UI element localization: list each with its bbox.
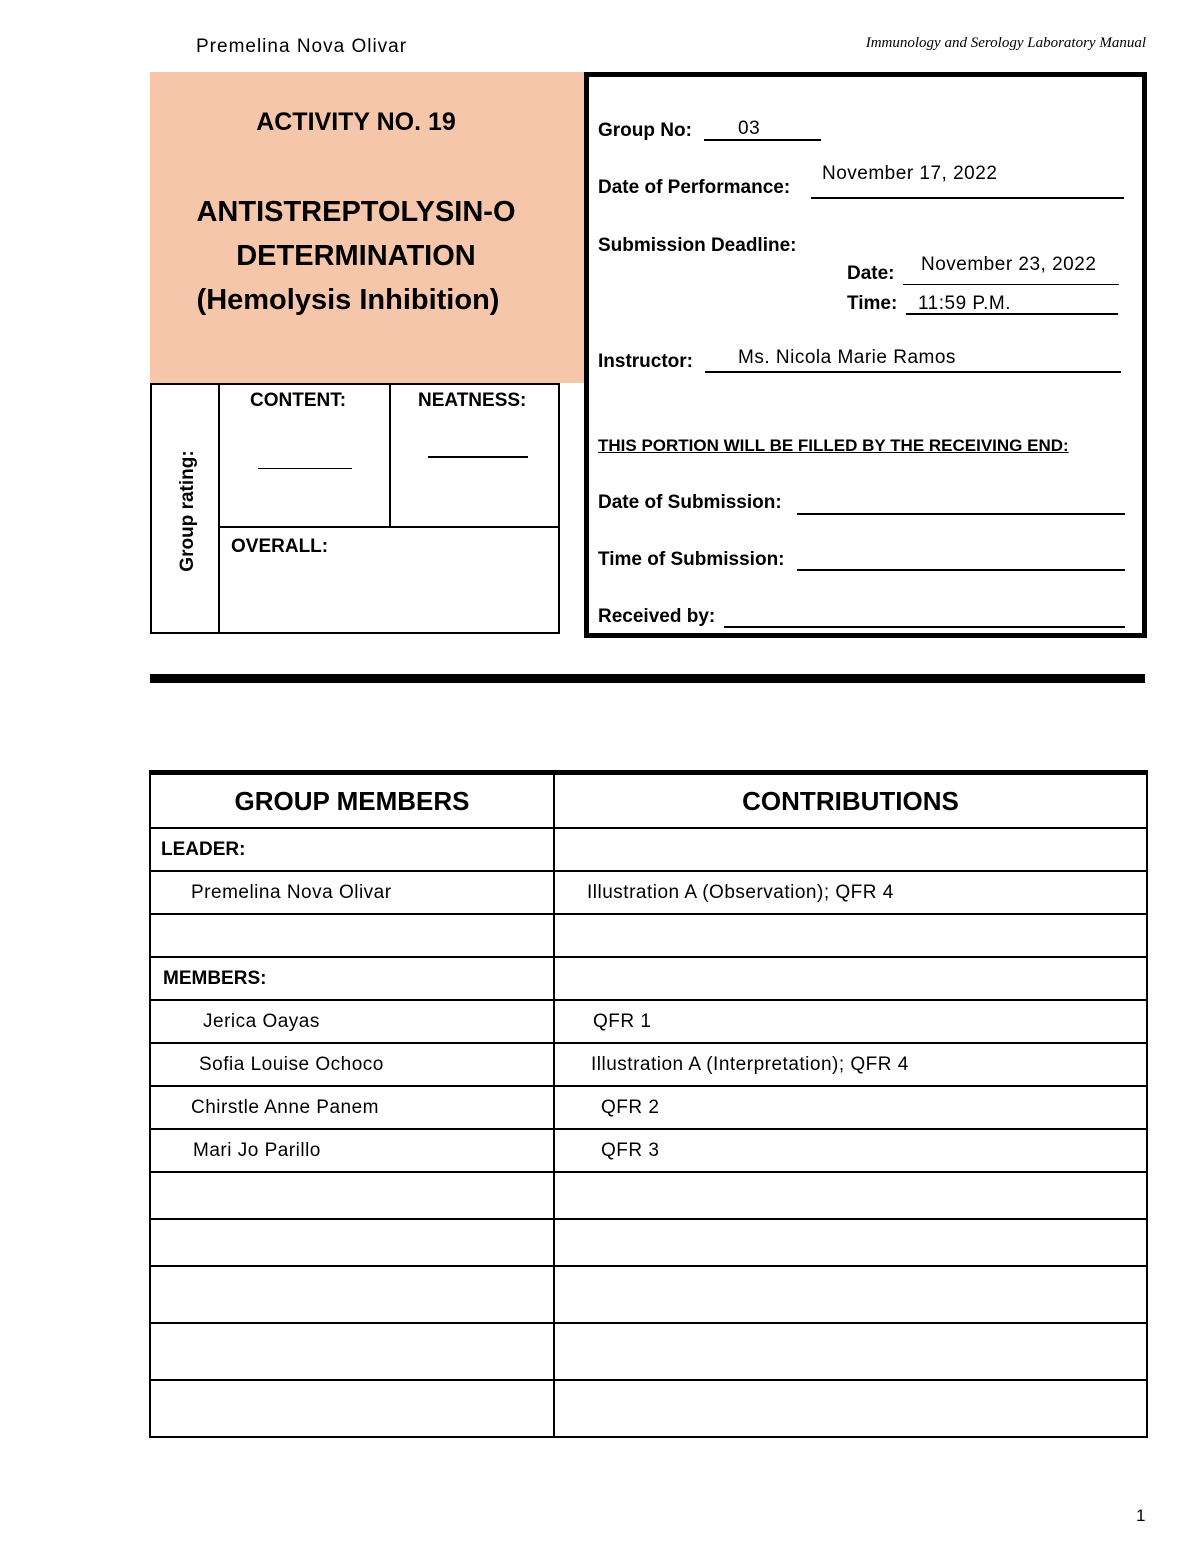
- activity-title-line3: (Hemolysis Inhibition): [196, 284, 500, 316]
- member-name[interactable]: Mari Jo Parillo: [150, 1129, 554, 1172]
- table-cell[interactable]: [554, 828, 1147, 871]
- neatness-score-line[interactable]: [428, 456, 528, 458]
- table-row: [150, 828, 1147, 871]
- group-members-table: [149, 770, 1148, 1438]
- rating-divider-vertical: [389, 383, 391, 528]
- section-divider: [150, 674, 1145, 683]
- header-author: Premelina Nova Olivar: [196, 36, 408, 57]
- member-contribution[interactable]: QFR 3: [554, 1129, 1147, 1172]
- member-contribution[interactable]: Illustration A (Interpretation); QFR 4: [554, 1043, 1147, 1086]
- leader-contribution[interactable]: Illustration A (Observation); QFR 4: [554, 871, 1147, 914]
- table-cell[interactable]: [554, 957, 1147, 1000]
- date-performance-label: Date of Performance:: [598, 177, 791, 198]
- table-cell[interactable]: [554, 1323, 1147, 1380]
- header-group-members: GROUP MEMBERS: [150, 773, 554, 829]
- table-row: [150, 1266, 1147, 1323]
- table-row: [150, 1129, 1147, 1172]
- table-cell[interactable]: [150, 914, 554, 957]
- table-row: [150, 1219, 1147, 1266]
- table-cell[interactable]: [554, 1219, 1147, 1266]
- table-cell[interactable]: [554, 1266, 1147, 1323]
- activity-title-line1: ANTISTREPTOLYSIN-O: [196, 196, 516, 228]
- deadline-date-underline: [903, 284, 1119, 285]
- table-row: [150, 1086, 1147, 1129]
- deadline-time-label: Time:: [847, 293, 898, 314]
- group-no-value[interactable]: 03: [738, 118, 761, 139]
- time-of-submission-label: Time of Submission:: [598, 549, 785, 570]
- activity-title-line2: DETERMINATION: [236, 240, 476, 272]
- members-section-label: MEMBERS:: [150, 957, 554, 1000]
- date-of-submission-label: Date of Submission:: [598, 492, 782, 513]
- date-of-submission-field[interactable]: [797, 513, 1125, 515]
- group-no-label: Group No:: [598, 120, 692, 141]
- neatness-label: NEATNESS:: [418, 390, 527, 411]
- member-name[interactable]: Chirstle Anne Panem: [150, 1086, 554, 1129]
- page-number: 1: [1136, 1506, 1146, 1525]
- deadline-time-value[interactable]: 11:59 P.M.: [918, 293, 1012, 314]
- table-row: [150, 1380, 1147, 1437]
- date-performance-value[interactable]: November 17, 2022: [822, 163, 998, 184]
- header-manual-title: Immunology and Serology Laboratory Manual: [865, 35, 1146, 51]
- instructor-value[interactable]: Ms. Nicola Marie Ramos: [738, 347, 956, 368]
- receiving-end-note: THIS PORTION WILL BE FILLED BY THE RECEIVING END:: [598, 436, 1069, 455]
- table-cell[interactable]: [150, 1380, 554, 1437]
- table-cell[interactable]: [150, 1172, 554, 1219]
- activity-number: ACTIVITY NO. 19: [256, 108, 456, 136]
- table-row: [150, 1323, 1147, 1380]
- table-cell[interactable]: [554, 1172, 1147, 1219]
- table-row: [150, 871, 1147, 914]
- content-score-line[interactable]: [258, 468, 352, 469]
- table-header-row: [150, 773, 1147, 829]
- received-by-field[interactable]: [724, 626, 1125, 628]
- instructor-underline: [705, 371, 1121, 373]
- leader-name[interactable]: Premelina Nova Olivar: [150, 871, 554, 914]
- table-row: [150, 957, 1147, 1000]
- deadline-date-label: Date:: [847, 263, 895, 284]
- group-rating-label: Group rating:: [177, 450, 198, 572]
- header-contributions: CONTRIBUTIONS: [554, 773, 1147, 829]
- table-row: [150, 1172, 1147, 1219]
- table-cell[interactable]: [554, 914, 1147, 957]
- time-of-submission-field[interactable]: [797, 569, 1125, 571]
- submission-deadline-label: Submission Deadline:: [598, 235, 797, 256]
- member-contribution[interactable]: QFR 1: [554, 1000, 1147, 1043]
- member-name[interactable]: Sofia Louise Ochoco: [150, 1043, 554, 1086]
- received-by-label: Received by:: [598, 606, 716, 627]
- content-label: CONTENT:: [250, 390, 347, 411]
- member-name[interactable]: Jerica Oayas: [150, 1000, 554, 1043]
- table-row: [150, 1000, 1147, 1043]
- table-row: [150, 1043, 1147, 1086]
- deadline-date-value[interactable]: November 23, 2022: [921, 254, 1097, 275]
- group-no-underline: [704, 139, 821, 141]
- date-performance-underline: [811, 197, 1124, 199]
- overall-label: OVERALL:: [231, 536, 329, 557]
- table-row: [150, 914, 1147, 957]
- table-cell[interactable]: [150, 1219, 554, 1266]
- activity-title: [150, 190, 562, 322]
- table-cell[interactable]: [554, 1380, 1147, 1437]
- table-cell[interactable]: [150, 1323, 554, 1380]
- table-cell[interactable]: [150, 1266, 554, 1323]
- instructor-label: Instructor:: [598, 351, 693, 372]
- member-contribution[interactable]: QFR 2: [554, 1086, 1147, 1129]
- leader-section-label: LEADER:: [150, 828, 554, 871]
